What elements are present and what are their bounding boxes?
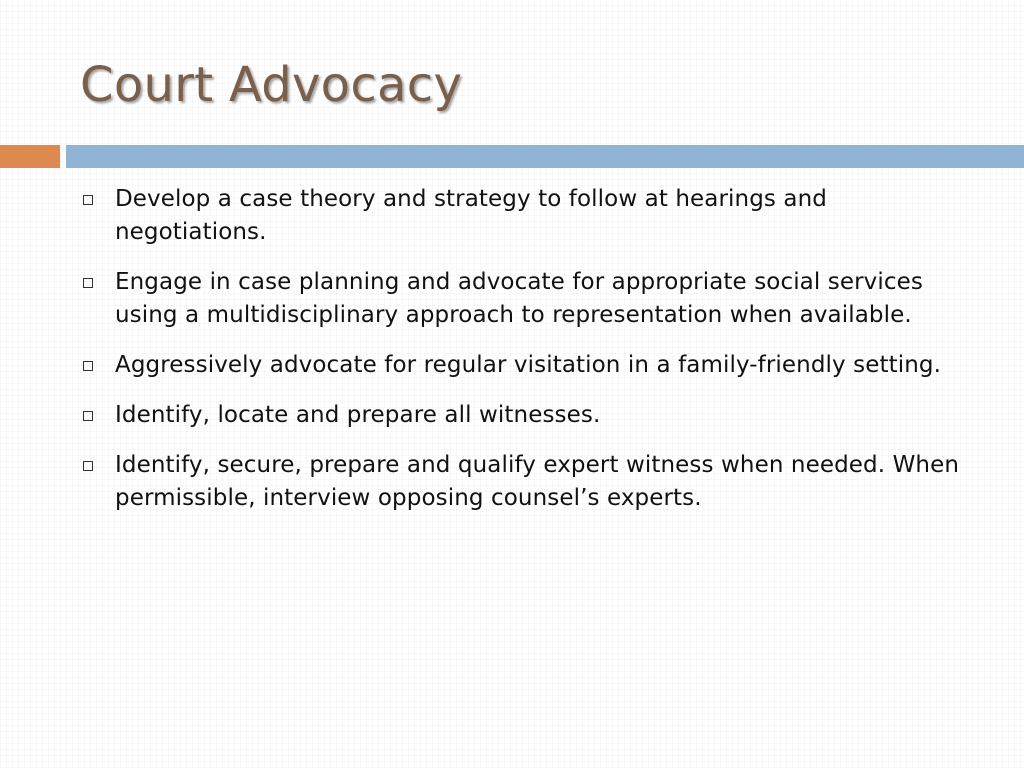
hollow-square-bullet-icon xyxy=(80,399,115,421)
bullet-item xyxy=(80,266,980,332)
bullet-text: Identify, secure, prepare and qualify expert witness when needed. When permissible, interview opposing counsel’s experts. xyxy=(115,452,960,511)
bullet-text: Identify, locate and prepare all witnesses. xyxy=(115,402,601,428)
bullet-item xyxy=(80,449,980,515)
accent-bar-blue xyxy=(66,145,1024,168)
bullet-text: Engage in case planning and advocate for appropriate social services using a multidisciplinary approach to representation when available. xyxy=(115,269,923,328)
accent-bar-orange xyxy=(0,145,60,168)
hollow-square-bullet-icon xyxy=(80,266,115,288)
bullet-item xyxy=(80,349,980,382)
bullet-text: Develop a case theory and strategy to follow at hearings and negotiations. xyxy=(115,186,827,245)
bullet-item xyxy=(80,399,980,432)
slide-title: Court Advocacy xyxy=(80,57,463,113)
bullet-item xyxy=(80,183,980,249)
hollow-square-bullet-icon xyxy=(80,183,115,205)
bullet-text: Aggressively advocate for regular visitation in a family-friendly setting. xyxy=(115,352,941,378)
hollow-square-bullet-icon xyxy=(80,349,115,371)
hollow-square-bullet-icon xyxy=(80,449,115,471)
bullet-list xyxy=(80,183,980,532)
